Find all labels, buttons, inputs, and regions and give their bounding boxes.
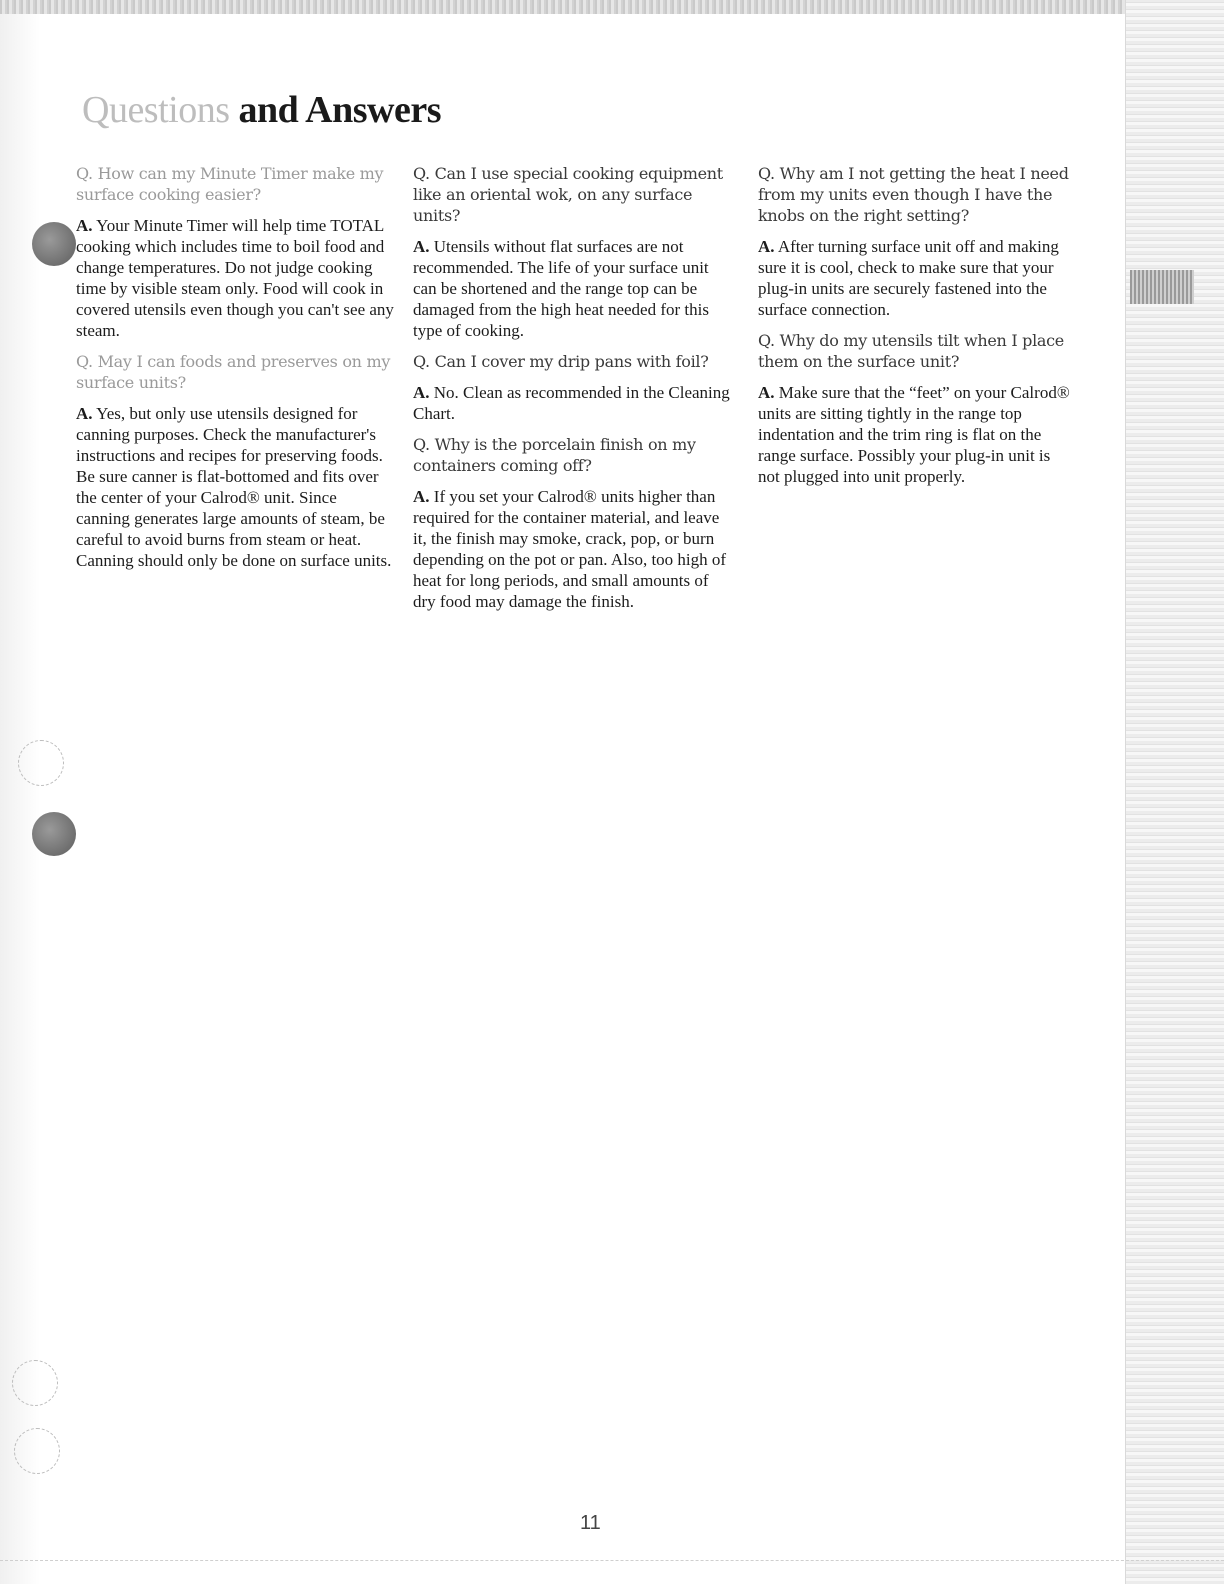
answer-label: A. (413, 383, 430, 402)
answer (76, 215, 394, 341)
title-faded-part: Questions (82, 89, 230, 131)
column-3 (758, 163, 1076, 497)
binder-hole (14, 1428, 60, 1474)
binder-hole (18, 740, 64, 786)
answer (758, 236, 1076, 320)
question: Q. Why am I not getting the heat I need from my units even though I have the knobs on the right setting? (758, 164, 1069, 225)
scan-top-edge (0, 0, 1224, 14)
answer-text: Make sure that the “feet” on your Calrod® units are sitting tightly in the range top indentation and the trim ring is flat on the range surface. Possibly your plug-in unit is not plugged into unit properly. (758, 383, 1070, 486)
answer-text: Yes, but only use utensils designed for canning purposes. Check the manufacturer's instructions and recipes for preserving foods. Be sure canner is flat-bottomed and fits over the center of your Calrod® unit. Since canning generates large amounts of steam, be careful to avoid burns from steam or heat. Canning should only be done on surface units. (76, 404, 392, 570)
answer (413, 382, 731, 424)
answer-text: Your Minute Timer will help time TOTAL cooking which includes time to boil food and change temperatures. Do not judge cooking time by visible steam only. Food will cook in covered utensils even though you can't see any steam. (76, 216, 394, 340)
page-title (82, 88, 441, 132)
answer-label: A. (413, 487, 430, 506)
binder-hole (32, 222, 76, 266)
answer (76, 403, 394, 571)
question: Q. Can I cover my drip pans with foil? (413, 352, 709, 371)
question: Q. How can my Minute Timer make my surface cooking easier? (76, 164, 384, 204)
column-1 (76, 163, 394, 581)
question: Q. Why is the porcelain finish on my containers coming off? (413, 435, 696, 475)
title-main-part: and Answers (229, 89, 441, 131)
answer-text: After turning surface unit off and making sure it is cool, check to make sure that your plug-in units are securely fastened into the surface connection. (758, 237, 1059, 319)
question: Q. Why do my utensils tilt when I place them on the surface unit? (758, 331, 1064, 371)
question: Q. May I can foods and preserves on my surface units? (76, 352, 391, 392)
binder-hole (32, 812, 76, 856)
answer (758, 382, 1076, 487)
answer-label: A. (413, 237, 430, 256)
answer-label: A. (76, 216, 93, 235)
answer-label: A. (758, 383, 775, 402)
answer-label: A. (758, 237, 775, 256)
answer-text: Utensils without flat surfaces are not recommended. The life of your surface unit can be shortened and the range top can be damaged from the high heat needed for this type of cooking. (413, 237, 709, 340)
answer-label: A. (76, 404, 93, 423)
answer (413, 236, 731, 341)
question: Q. Can I use special cooking equipment like an oriental wok, on any surface units? (413, 164, 723, 225)
answer-text: If you set your Calrod® units higher than required for the container material, and leave it, the finish may smoke, crack, pop, or burn depending on the pot or pan. Also, too high of heat for long periods, and small amounts of dry food may damage the finish. (413, 487, 727, 611)
binder-hole (12, 1360, 58, 1406)
answer-text: No. Clean as recommended in the Cleaning Chart. (413, 383, 730, 423)
answer (413, 486, 731, 612)
page-number: 11 (580, 1512, 601, 1534)
section-tab-mark (1130, 270, 1194, 304)
column-2 (413, 163, 731, 622)
scan-bottom-edge (0, 1560, 1224, 1562)
scan-right-strip (1125, 0, 1224, 1584)
